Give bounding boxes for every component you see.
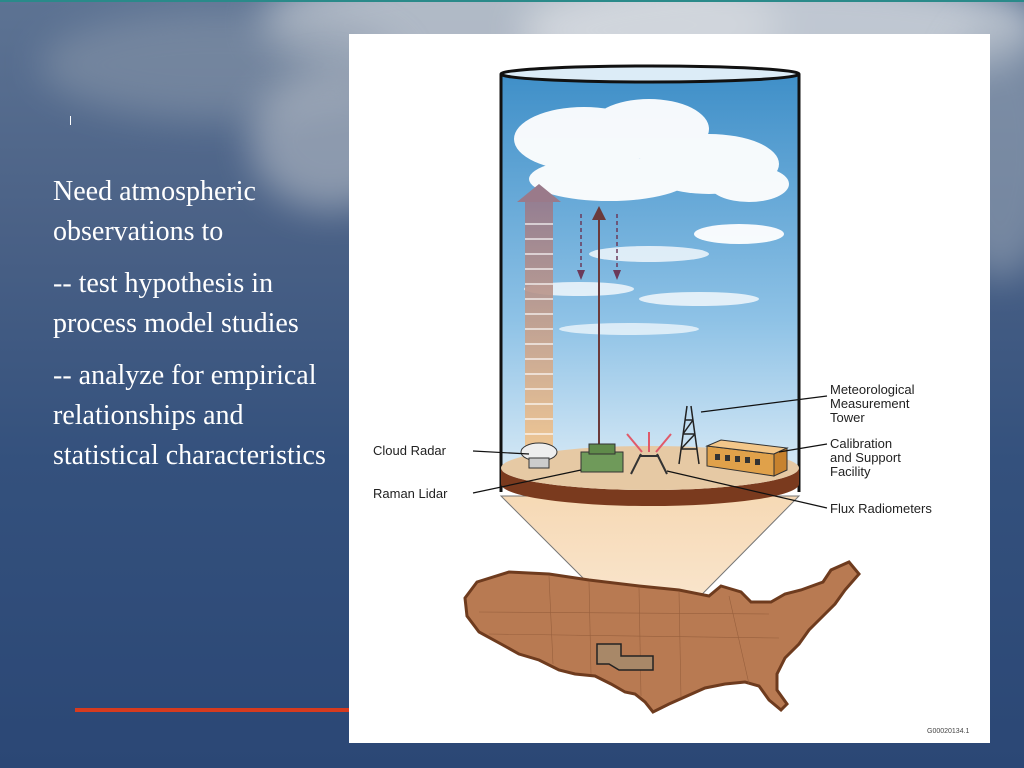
label-facility-line1: Calibration (830, 436, 893, 451)
atmospheric-measurement-diagram (349, 34, 990, 743)
text-cursor-mark (70, 116, 71, 125)
slide-text-block (53, 172, 338, 488)
paragraph-analyze: -- analyze for empirical relationships and statistical characteristics (53, 360, 326, 471)
accent-underline (75, 708, 350, 712)
label-flux-radiometers: Flux Radiometers (830, 501, 932, 516)
label-cloud-radar: Cloud Radar (373, 443, 446, 458)
paragraph-intro: Need atmospheric observations to (53, 176, 256, 247)
label-facility-line3: Facility (830, 464, 871, 479)
label-tower-line3: Tower (830, 410, 865, 425)
label-raman-lidar: Raman Lidar (373, 486, 448, 501)
label-tower-line1: Meteorological (830, 382, 915, 397)
paragraph-hypothesis: -- test hypothesis in process model studies (53, 268, 299, 339)
label-tower-line2: Measurement (830, 396, 910, 411)
top-border-line (0, 0, 1024, 2)
label-facility-line2: and Support (830, 450, 901, 465)
figure-code-label: G00020134.1 (927, 728, 970, 735)
cylinder-top (501, 66, 799, 82)
